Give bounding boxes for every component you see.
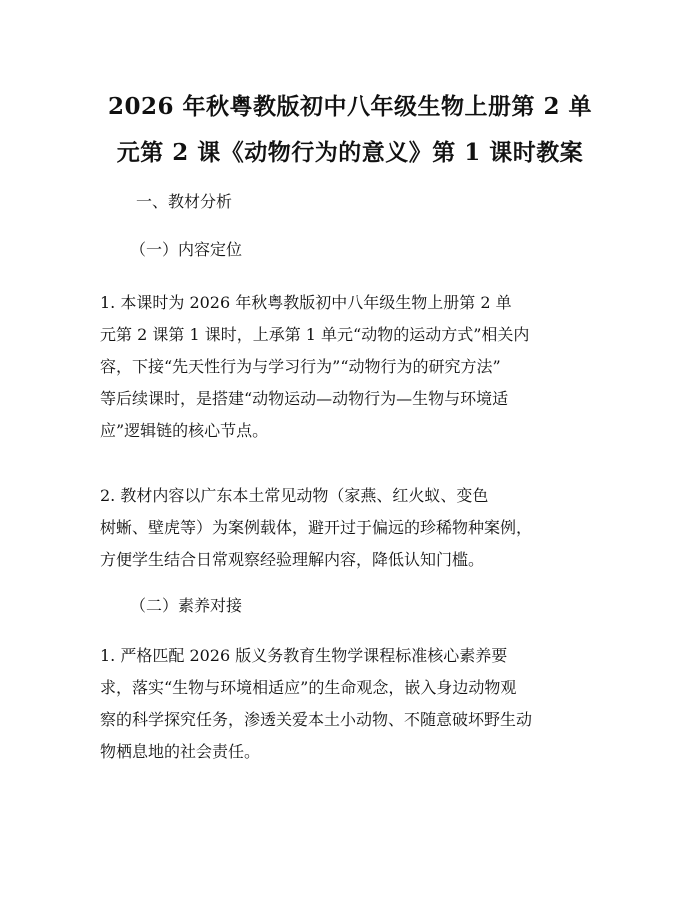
text-line: 1. 严格匹配 2026 版义务教育生物学课程标准核心素养要	[100, 646, 508, 665]
title-line: 2026 年秋粤教版初中八年级生物上册第 2 单	[107, 93, 593, 120]
text-line: 2. 教材内容以广东本土常见动物（家燕、红火蚁、变色	[100, 486, 489, 505]
subsection-heading: （二）素养对接	[130, 596, 243, 615]
text-line: 树蜥、壁虎等）为案例载体，避开过于偏远的珍稀物种案例，	[100, 518, 533, 537]
text-line: 应”逻辑链的核心节点。	[100, 421, 269, 440]
text-line: 元第 2 课第 1 课时，上承第 1 单元“动物的运动方式”相关内	[100, 325, 530, 344]
text-line: 物栖息地的社会责任。	[100, 742, 261, 761]
text-line: 察的科学探究任务，渗透关爱本土小动物、不随意破坏野生动	[100, 710, 533, 729]
text-line: 方便学生结合日常观察经验理解内容，降低认知门槛。	[100, 550, 485, 569]
document-title	[100, 84, 600, 176]
subsection-heading: （一）内容定位	[130, 240, 243, 259]
title-line: 元第 2 课《动物行为的意义》第 1 课时教案	[116, 139, 584, 166]
paragraph	[100, 640, 600, 768]
text-line: 容，下接“先天性行为与学习行为”“动物行为的研究方法”	[100, 357, 501, 376]
paragraph	[100, 287, 600, 447]
paragraph	[100, 480, 600, 576]
text-line: 等后续课时，是搭建“动物运动—动物行为—生物与环境适	[100, 389, 509, 408]
text-line: 1. 本课时为 2026 年秋粤教版初中八年级生物上册第 2 单	[100, 293, 512, 312]
text-line: 求，落实“生物与环境相适应”的生命观念，嵌入身边动物观	[100, 678, 517, 697]
section-heading: 一、教材分析	[136, 192, 233, 211]
